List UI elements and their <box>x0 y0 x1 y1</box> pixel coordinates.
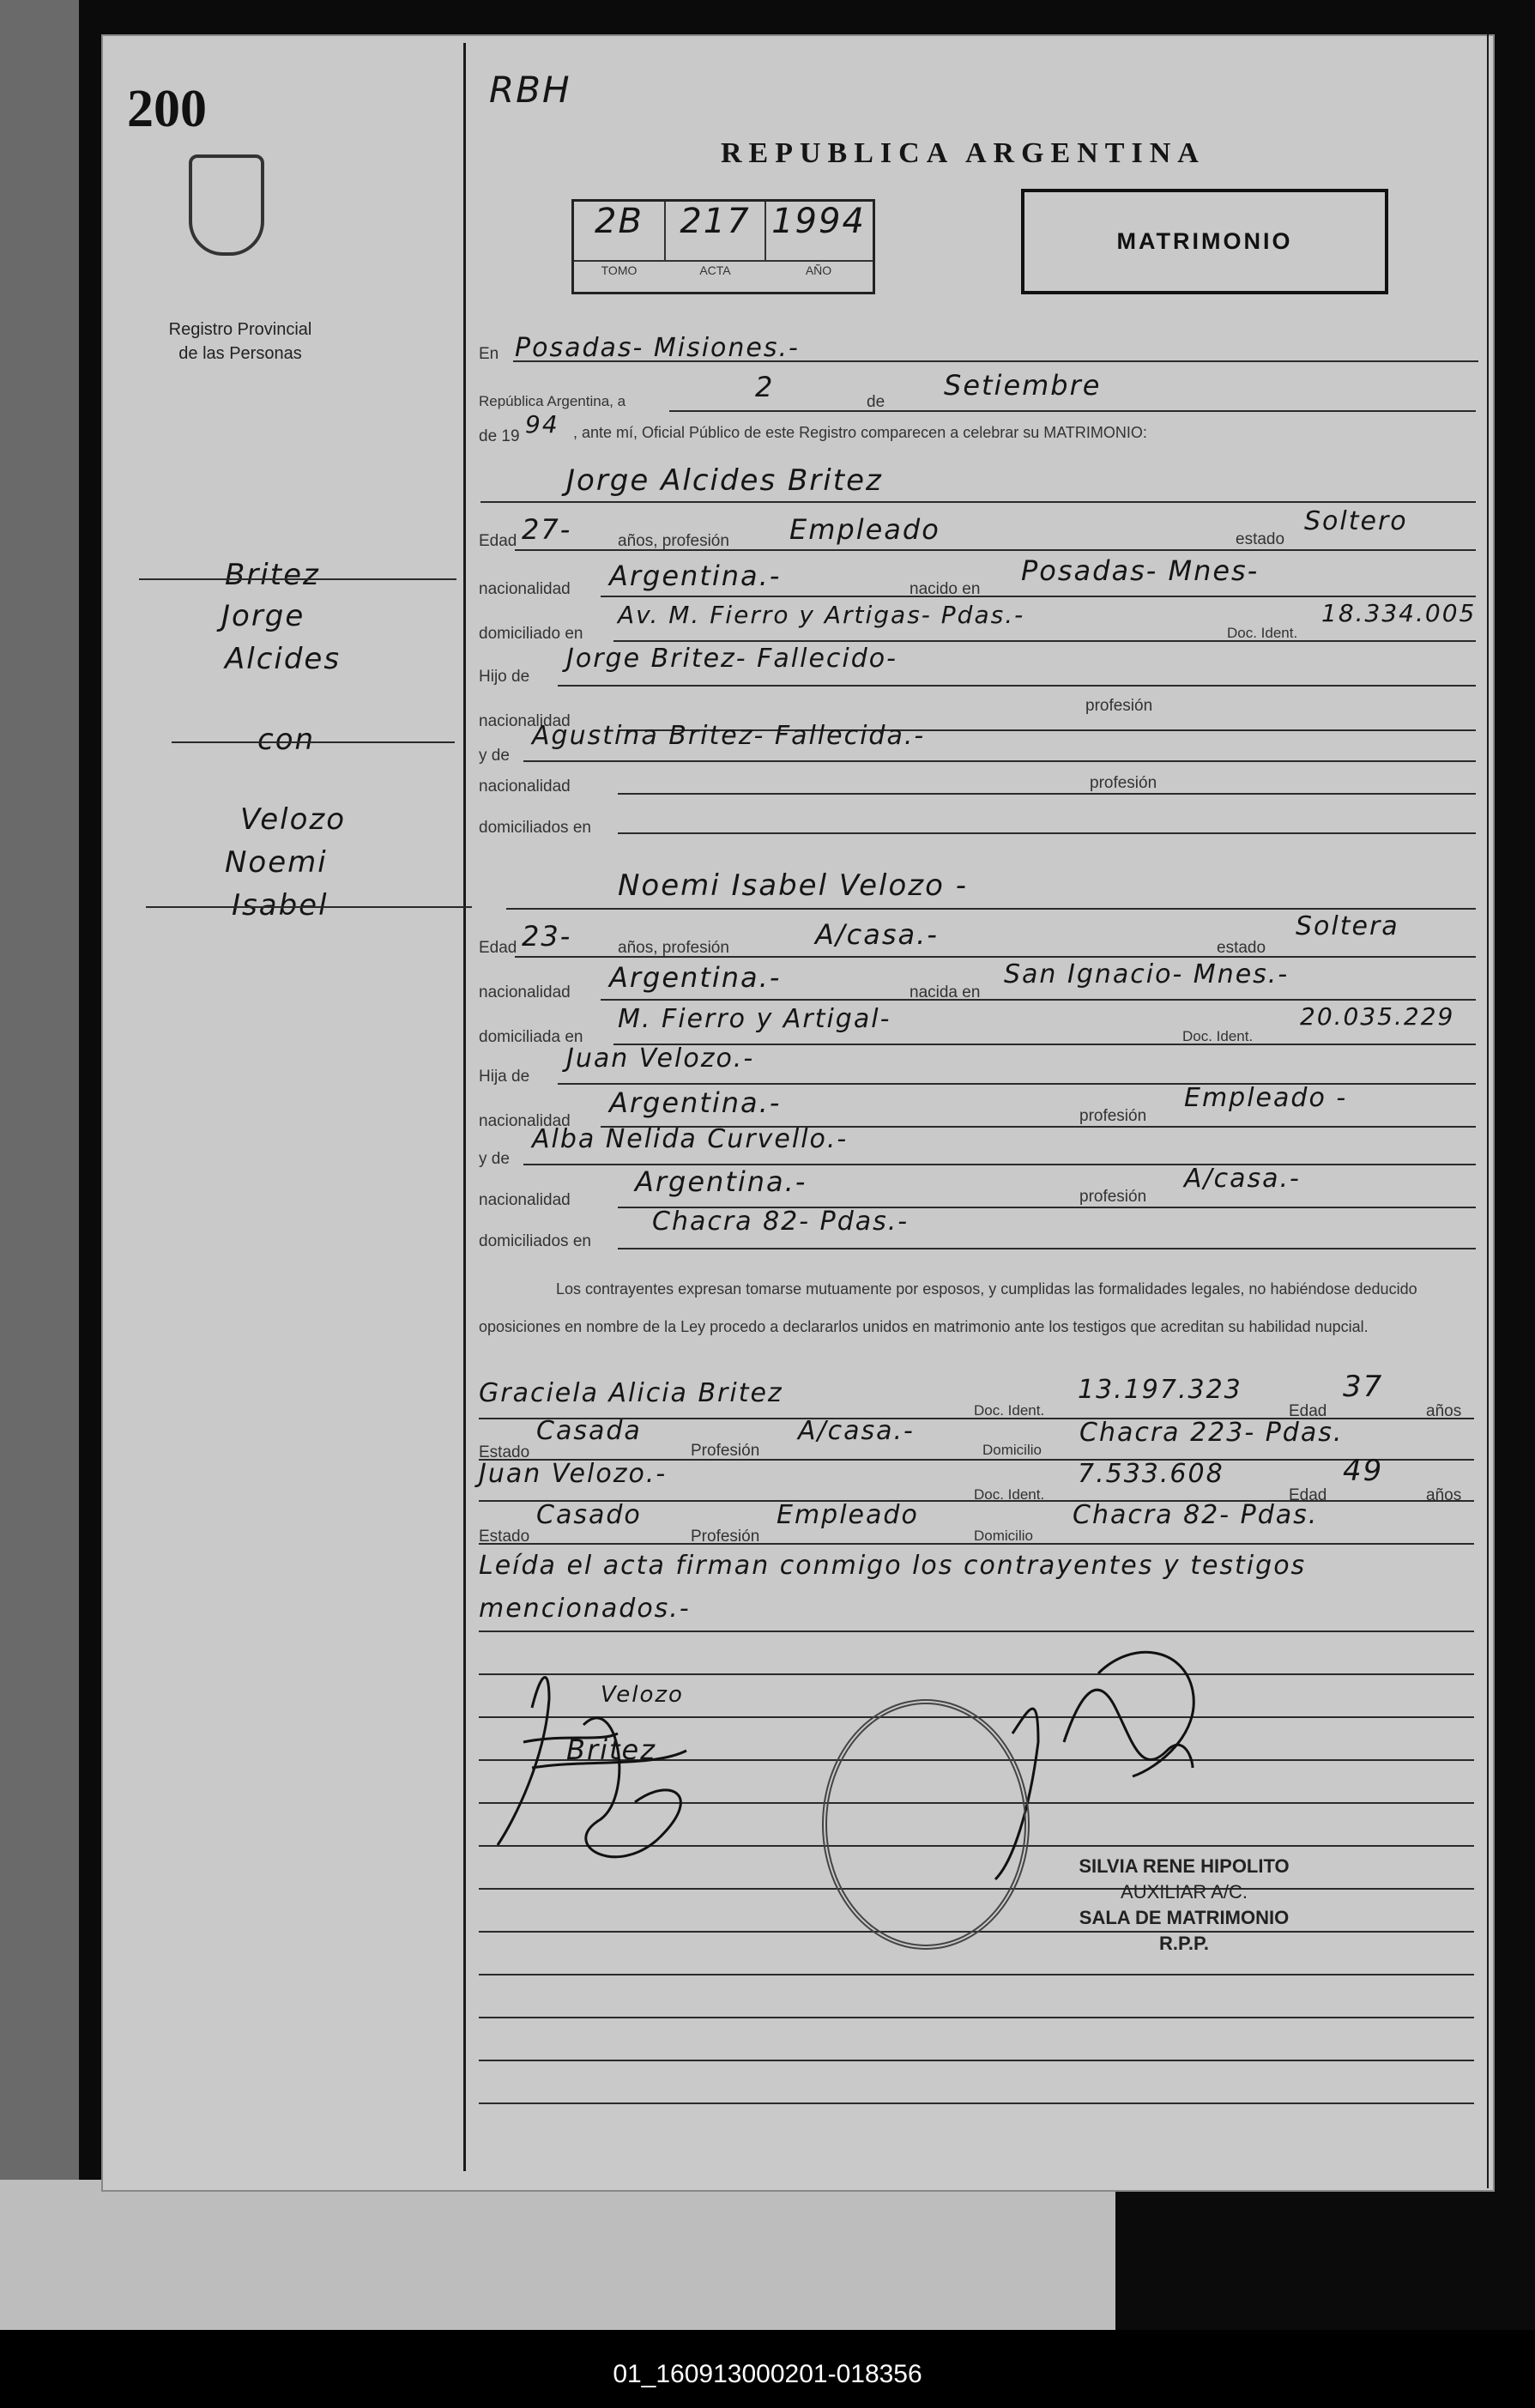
tomo-label: TOMO <box>601 263 638 277</box>
rule <box>613 640 1476 642</box>
bride-parents-residence: Chacra 82- Pdas.- <box>652 1207 910 1237</box>
prof-label-w1: Profesión <box>691 1442 760 1460</box>
prof-label-w2: Profesión <box>691 1528 760 1546</box>
margin-rule <box>172 741 455 743</box>
month: Setiembre <box>944 369 1102 402</box>
doc-label-4: Doc. Ident. <box>974 1486 1045 1503</box>
bride-mother-nationality: Argentina.- <box>635 1165 807 1198</box>
groom-address: Av. M. Fierro y Artigas- Pdas.- <box>618 601 1025 629</box>
groom-profession: Empleado <box>789 513 940 546</box>
rule <box>480 501 1476 503</box>
domiciliada-label: domiciliada en <box>479 1028 583 1046</box>
signature-1-text: Britez <box>566 1733 657 1766</box>
doc-label: Doc. Ident. <box>1227 625 1298 641</box>
edad-label-w2: Edad <box>1289 1486 1327 1504</box>
rule <box>618 1248 1476 1249</box>
prof-label-6: profesión <box>1079 1188 1147 1206</box>
official-org: R.P.P. <box>1159 1933 1209 1954</box>
nac-label: nacionalidad <box>479 580 571 598</box>
page-below <box>0 2180 1115 2330</box>
groom-father: Jorge Britez- Fallecido- <box>566 644 897 674</box>
witness2-profession: Empleado <box>777 1500 919 1530</box>
nacido-label: nacido en <box>910 580 981 598</box>
margin-velozo: Velozo <box>240 802 347 837</box>
official-name: SILVIA RENE HIPOLITO <box>1079 1855 1290 1877</box>
signature-2-text: Velozo <box>601 1682 684 1708</box>
bride-doc: 20.035.229 <box>1300 1002 1455 1031</box>
rule <box>558 685 1476 687</box>
rule <box>515 956 1476 958</box>
estado-label-w2: Estado <box>479 1528 530 1546</box>
rule <box>618 832 1476 834</box>
rule <box>479 2102 1474 2104</box>
rule <box>479 1974 1474 1975</box>
rule <box>515 549 1476 551</box>
acta-label: ACTA <box>699 263 731 277</box>
closing-text: Leída el acta firman conmigo los contrayentes y testigos mencionados.- <box>479 1551 1307 1624</box>
estado-label: estado <box>1236 530 1285 548</box>
witness1-doc: 13.197.323 <box>1078 1375 1242 1405</box>
nac-label-3: nacionalidad <box>479 777 571 796</box>
file-id: 01_160913000201-018356 <box>613 2360 922 2388</box>
groom-born: Posadas- Mnes- <box>1021 554 1260 587</box>
act-type-box: MATRIMONIO <box>1021 189 1388 294</box>
witness1-profession: A/casa.- <box>798 1416 915 1446</box>
margin-rule <box>139 578 456 580</box>
witness1-address: Chacra 223- Pdas. <box>1079 1418 1344 1448</box>
rule <box>669 410 1476 412</box>
intro-text: , ante mí, Oficial Público de este Registro comparecen a celebrar su MATRIMONIO: <box>573 424 1147 441</box>
registry-label <box>129 318 352 366</box>
witness1-age: 37 <box>1343 1370 1384 1404</box>
bride-father-nationality: Argentina.- <box>609 1086 782 1119</box>
nac-label-5: nacionalidad <box>479 1112 571 1130</box>
registry-line1: Registro Provincial <box>168 320 312 339</box>
nac-label-6: nacionalidad <box>479 1191 571 1209</box>
bride-address: M. Fierro y Artigal- <box>618 1004 891 1034</box>
estado-label-2: estado <box>1217 939 1266 957</box>
margin-alcides: Alcides <box>225 642 341 676</box>
provincial-seal-icon <box>189 154 264 256</box>
rule <box>506 908 1476 910</box>
rule <box>479 1631 1474 1632</box>
hija-label: Hija de <box>479 1068 530 1086</box>
tomo-value: 2B <box>574 202 666 260</box>
domicilio-label-w1: Domicilio <box>982 1442 1042 1458</box>
margin-noemi: Noemi <box>225 845 328 880</box>
anio-value: 1994 <box>771 202 866 241</box>
bride-name: Noemi Isabel Velozo - <box>618 868 969 903</box>
witness2-age: 49 <box>1343 1454 1384 1488</box>
official-office: SALA DE MATRIMONIO <box>1079 1907 1290 1928</box>
witness2-name: Juan Velozo.- <box>479 1459 668 1489</box>
day: 2 <box>755 371 775 403</box>
witness2-address: Chacra 82- Pdas. <box>1073 1500 1319 1530</box>
domicilio-label-w2: Domicilio <box>974 1528 1033 1544</box>
prof-label-2: profesión <box>1085 697 1153 715</box>
bride-mother-profession: A/casa.- <box>1184 1164 1301 1194</box>
margin-rule <box>146 906 472 908</box>
edad-label-w1: Edad <box>1289 1402 1327 1420</box>
footer-bar <box>0 2330 1535 2408</box>
nacida-label: nacida en <box>910 983 981 1001</box>
witness2-status: Casado <box>536 1500 642 1530</box>
groom-mother: Agustina Britez- Fallecida.- <box>532 721 926 751</box>
anio-label: AÑO <box>805 263 832 277</box>
rule <box>601 999 1476 1001</box>
registry-line2: de las Personas <box>178 344 302 363</box>
edad-label: Edad <box>479 532 517 550</box>
margin-rule <box>463 43 466 2171</box>
country-title: REPUBLICA ARGENTINA <box>721 137 1206 169</box>
bride-father-profession: Empleado - <box>1184 1083 1348 1113</box>
domiciliados-label-2: domiciliados en <box>479 1232 591 1250</box>
bride-profession: A/casa.- <box>815 918 939 951</box>
margin-isabel: Isabel <box>232 888 329 923</box>
domiciliados-label: domiciliados en <box>479 819 591 837</box>
hijo-label: Hijo de <box>479 668 530 686</box>
right-rule <box>1487 34 1489 2188</box>
record-box <box>571 199 875 294</box>
witness1-status: Casada <box>536 1416 642 1446</box>
bride-status: Soltera <box>1296 911 1399 941</box>
initials: RBH <box>489 69 571 111</box>
legal-text: Los contrayentes expresan tomarse mutuamente por esposos, y cumplidas las formalidades legales, no habiéndose deducido oposiciones en nombre de la Ley procedo a declararlos unidos en matrimonio ante los testigos que acreditan su habilidad nupcial. <box>479 1280 1417 1335</box>
bride-mother: Alba Nelida Curvello.- <box>532 1124 849 1154</box>
prof-label-3: profesión <box>1090 774 1157 792</box>
folio-number: 200 <box>127 80 207 138</box>
nac-label-2: nacionalidad <box>479 712 571 730</box>
anos-label-w1: años <box>1426 1402 1462 1420</box>
edad-label-2: Edad <box>479 939 517 957</box>
doc-label-3: Doc. Ident. <box>974 1402 1045 1419</box>
bride-father: Juan Velozo.- <box>566 1044 755 1074</box>
nac-label-4: nacionalidad <box>479 983 571 1001</box>
groom-doc: 18.334.005 <box>1321 599 1477 627</box>
year: 94 <box>525 410 559 439</box>
yde-label-2: y de <box>479 1150 510 1168</box>
groom-age: 27- <box>522 513 572 546</box>
rule <box>601 596 1476 597</box>
groom-status: Soltero <box>1304 506 1408 536</box>
year-prefix: de 19 <box>479 427 520 445</box>
prof-label-5: profesión <box>1079 1107 1147 1125</box>
rule <box>513 360 1478 362</box>
doc-label-2: Doc. Ident. <box>1182 1028 1254 1044</box>
margin-con: con <box>257 723 316 757</box>
republic-label: República Argentina, a <box>479 393 626 409</box>
rule <box>523 760 1476 762</box>
bride-born: San Ignacio- Mnes.- <box>1004 959 1290 989</box>
groom-nationality: Argentina.- <box>609 560 782 592</box>
round-seal-stamp <box>822 1699 1030 1950</box>
bride-age: 23- <box>522 920 572 953</box>
witness2-doc: 7.533.608 <box>1078 1459 1224 1489</box>
official-stamp <box>1047 1854 1321 1957</box>
anos-prof-label-2: años, profesión <box>618 939 729 957</box>
anos-prof-label: años, profesión <box>618 532 729 550</box>
official-role: AUXILIAR A/C. <box>1121 1881 1248 1903</box>
acta-value: 217 <box>666 202 766 260</box>
groom-name: Jorge Alcides Britez <box>566 463 883 498</box>
domiciliado-label: domiciliado en <box>479 625 583 643</box>
margin-britez: Britez <box>225 558 320 592</box>
yde-label: y de <box>479 747 510 765</box>
en-label: En <box>479 345 499 363</box>
bride-nationality: Argentina.- <box>609 961 782 994</box>
rule <box>618 793 1476 795</box>
witness1-name: Graciela Alicia Britez <box>479 1378 783 1408</box>
rule <box>479 2060 1474 2061</box>
estado-label-w1: Estado <box>479 1443 530 1461</box>
de-label: de <box>867 393 885 411</box>
anos-label-w2: años <box>1426 1486 1462 1504</box>
place: Posadas- Misiones.- <box>515 333 800 363</box>
margin-jorge: Jorge <box>221 599 305 633</box>
adjacent-page-edge <box>0 0 79 2317</box>
rule <box>479 2017 1474 2018</box>
